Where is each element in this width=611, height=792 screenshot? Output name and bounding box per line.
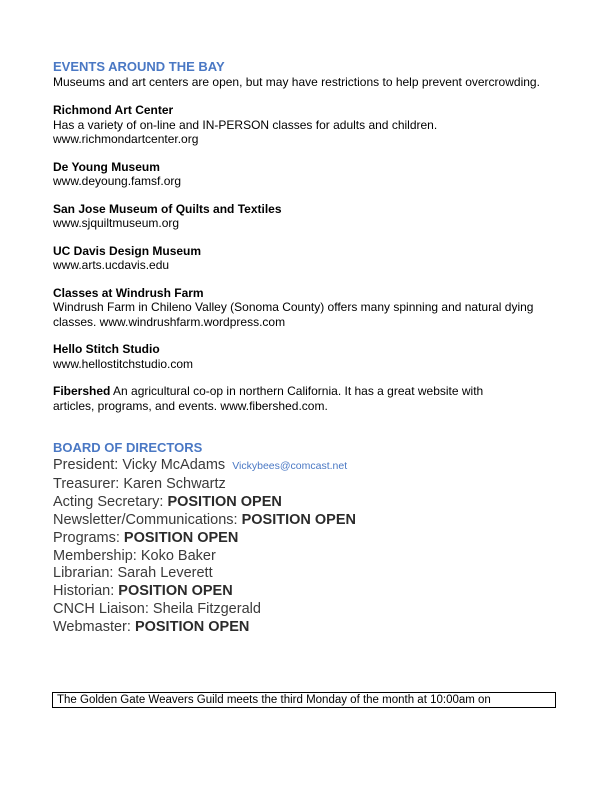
position-open: POSITION OPEN [241,511,356,528]
board-role: Historian: [53,583,119,600]
event-name: UC Davis Design Museum [53,243,202,258]
board-member [53,530,563,548]
event-desc: classes. www.windrushfarm.wordpress.com [53,314,286,329]
event-url: www.deyoung.famsf.org [53,174,182,188]
event-item [53,342,563,371]
board-member: Librarian: Sarah Leverett [53,565,213,582]
position-open: POSITION OPEN [134,619,250,636]
event-url: www.richmondartcenter.org [53,132,199,146]
board-member [53,619,563,637]
event-desc: Has a variety of on-line and IN-PERSON classes for adults and children. [53,117,438,132]
president-email-link[interactable]: Vickybees@comcast.net [232,460,348,472]
board-heading: BOARD OF DIRECTORS [53,440,203,455]
page-content [53,59,563,637]
event-desc: articles, programs, and events. www.fibershed.com. [53,398,328,413]
event-url: www.hellostitchstudio.com [53,356,194,371]
board-president: President: Vicky McAdams [53,457,226,473]
board-member [53,512,563,530]
event-url: www.arts.ucdavis.edu [53,258,170,272]
events-intro: Museums and art centers are open, but may have restrictions to help prevent overcrowding. [53,75,540,89]
board-member: Membership: Koko Baker [53,547,216,564]
board-list [53,457,563,637]
event-name: Hello Stitch Studio [53,342,160,356]
events-heading: EVENTS AROUND THE BAY [53,59,225,74]
event-name: Richmond Art Center [53,103,174,117]
meeting-info-box: The Golden Gate Weavers Guild meets the third Monday of the month at 10:00am on [52,692,556,708]
event-name: Fibershed [53,384,111,398]
board-member [53,494,563,512]
event-item [53,244,563,273]
board-member: CNCH Liaison: Sheila Fitzgerald [53,601,261,618]
event-url: www.sjquiltmuseum.org [53,216,180,230]
event-item [53,286,563,330]
board-role: Newsletter/Communications: [53,511,242,528]
position-open: POSITION OPEN [118,583,233,600]
position-open: POSITION OPEN [123,529,239,546]
position-open: POSITION OPEN [167,493,282,510]
event-item [53,160,563,189]
board-role: Acting Secretary: [53,493,168,510]
event-item-fibershed [53,384,563,413]
board-section [53,440,563,637]
event-item [53,202,563,231]
event-item [53,103,563,147]
event-name: San Jose Museum of Quilts and Textiles [53,201,282,216]
event-name: De Young Museum [53,159,160,174]
board-member: Treasurer: Karen Schwartz [53,475,226,492]
board-member [53,583,563,601]
event-name: Classes at Windrush Farm [53,285,204,300]
board-role: Webmaster: [53,619,135,636]
board-member [53,457,563,476]
board-role: Programs: [53,529,124,546]
event-desc: Windrush Farm in Chileno Valley (Sonoma County) offers many spinning and natural dying [53,300,534,314]
event-desc: An agricultural co-op in northern California. It has a great website with [110,384,484,398]
